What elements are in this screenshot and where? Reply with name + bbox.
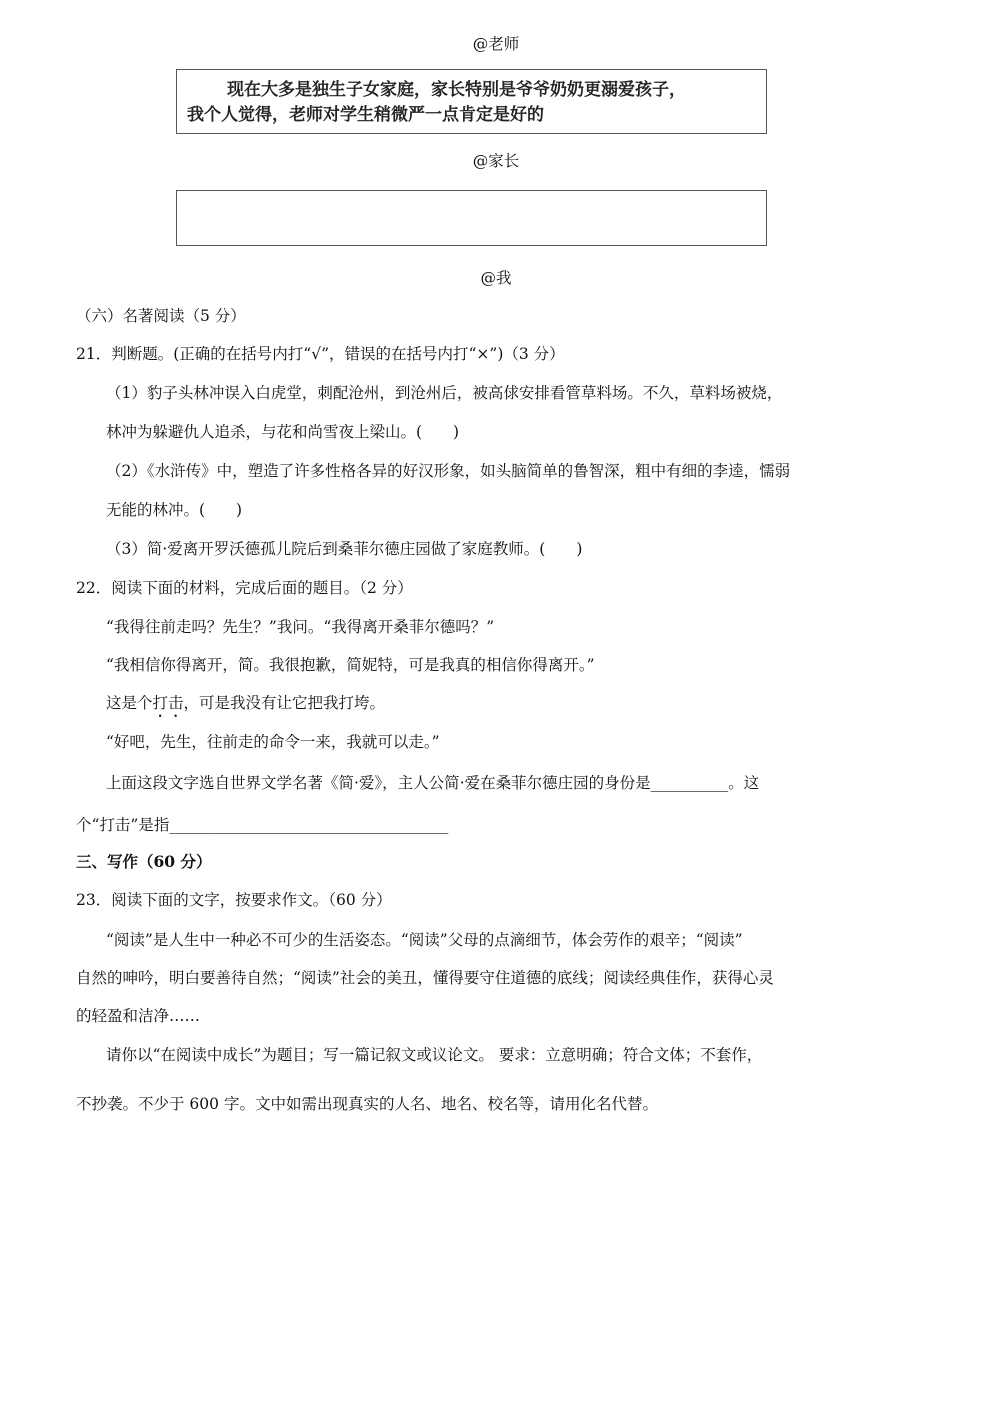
q23-p1-line2: 自然的呻吟，明白要善待自然；“阅读”社会的美丑，懂得要守住道德的底线；阅读经典佳作，获得心灵 — [76, 969, 774, 987]
q23-p2-line1: 请你以“在阅读中成长”为题目；写一篇记叙文或议论文。 要求：立意明确；符合文体；不套作， — [106, 1046, 763, 1064]
q21-item2-line2: 无能的林冲。( ) — [106, 501, 243, 519]
q23-p1-line1: “阅读”是人生中一种必不可少的生活姿态。“阅读”父母的点滴细节，体会劳作的艰辛；“阅读” — [106, 931, 743, 949]
q21-title: 21．判断题。(正确的在括号内打“√”，错误的在括号内打“×”)（3 分） — [76, 345, 565, 363]
q22-question-line2: 个“打击”是指____________________________________ — [76, 816, 449, 834]
teacher-comment-line2: 我个人觉得，老师对学生稍微严一点肯定是好的 — [187, 105, 544, 125]
p3-emphasis: 打击 — [152, 694, 184, 712]
teacher-comment-line1: 现在大多是独生子女家庭，家长特别是爷爷奶奶更溺爱孩子， — [227, 80, 686, 100]
tag-me: @我 — [480, 269, 512, 287]
p3-post: ，可是我没有让它把我打垮。 — [183, 694, 386, 712]
q23-p1-line3: 的轻盈和洁净…… — [76, 1007, 201, 1025]
q21-item1-line1: （1）豹子头林冲误入白虎堂，刺配沧州，到沧州后，被高俅安排看管草料场。不久，草料场被烧， — [106, 384, 783, 402]
q23-p2-line2: 不抄袭。不少于 600 字。文中如需出现真实的人名、地名、校名等，请用化名代替。 — [76, 1095, 658, 1113]
q22-passage-p1: “我得往前走吗？先生？”我问。“我得离开桑菲尔德吗？” — [106, 618, 495, 636]
q23-title: 23．阅读下面的文字，按要求作文。（60 分） — [76, 891, 392, 909]
q21-item2-line1: （2）《水浒传》中，塑造了许多性格各异的好汉形象，如头脑简单的鲁智深，粗中有细的李逵，懦弱 — [106, 462, 791, 480]
tag-parent: @家长 — [472, 152, 520, 170]
teacher-comment-box — [176, 69, 767, 134]
q22-passage-p3 — [106, 693, 385, 721]
section-3-heading: 三、写作（60 分） — [76, 852, 212, 871]
parent-comment-box[interactable] — [176, 190, 767, 246]
section-6-heading: （六）名著阅读（5 分） — [76, 307, 246, 325]
q21-item3: （3）简·爱离开罗沃德孤儿院后到桑菲尔德庄园做了家庭教师。( ) — [106, 540, 583, 558]
p3-pre: 这是个 — [106, 694, 153, 712]
q22-question-line1: 上面这段文字选自世界文学名著《简·爱》，主人公简·爱在桑菲尔德庄园的身份是__________。这 — [106, 774, 760, 792]
q22-passage-p2: “我相信你得离开，简。我很抱歉，简妮特，可是我真的相信你得离开。” — [106, 656, 595, 674]
tag-teacher: @老师 — [472, 35, 520, 53]
q22-title: 22．阅读下面的材料，完成后面的题目。（2 分） — [76, 579, 413, 597]
q22-passage-p4: “好吧，先生，往前走的命令一来，我就可以走。” — [106, 733, 440, 751]
q21-item1-line2: 林冲为躲避仇人追杀，与花和尚雪夜上梁山。( ) — [106, 423, 460, 441]
